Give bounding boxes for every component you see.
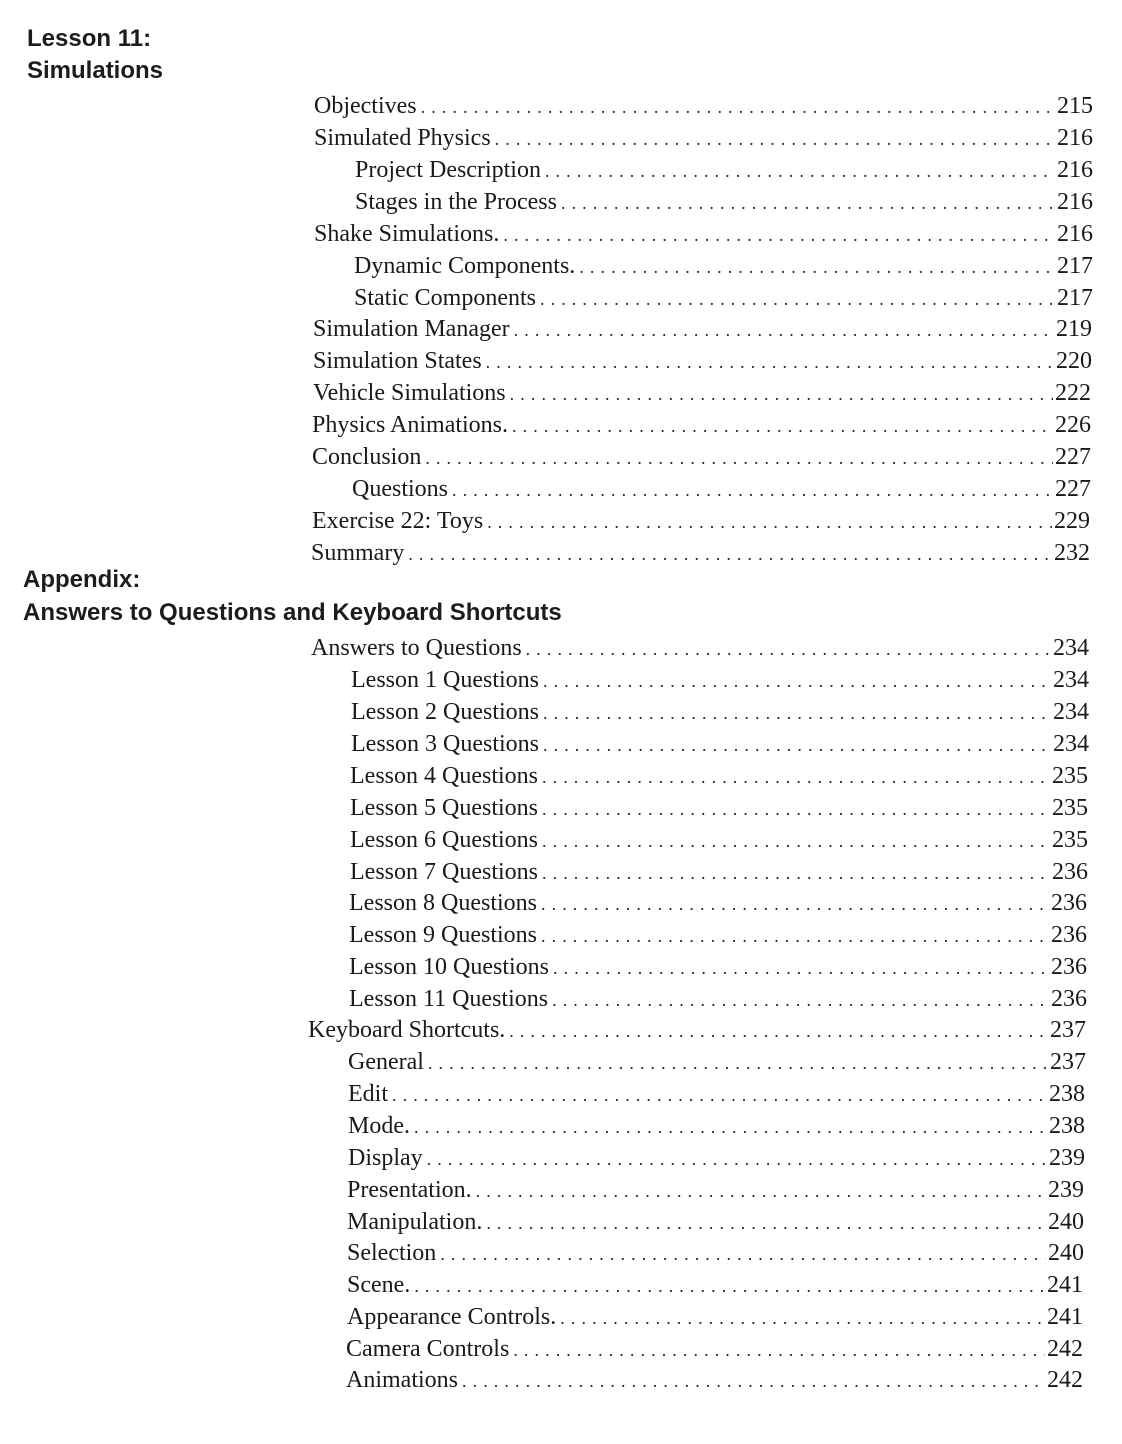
toc-entry-label: Questions: [352, 476, 448, 502]
dot-leader: [561, 187, 1055, 219]
toc-entry-page: 237: [1050, 1017, 1086, 1043]
toc-entry-label: Keyboard Shortcuts.: [308, 1017, 506, 1043]
toc-entry-scene[interactable]: [347, 1269, 1083, 1301]
toc-entry-label: Stages in the Process: [355, 189, 557, 215]
toc-entry-exercise-22-toys[interactable]: [312, 505, 1090, 537]
toc-entry-physics-animations[interactable]: [312, 409, 1091, 441]
toc-entry-page: 229: [1054, 508, 1090, 534]
dot-leader: [514, 314, 1054, 346]
toc-entry-shake-simulations[interactable]: [314, 218, 1093, 250]
dot-leader: [541, 920, 1049, 952]
dot-leader: [487, 506, 1052, 538]
toc-entry-label: Exercise 22: Toys: [312, 508, 484, 534]
toc-entry-page: 235: [1052, 827, 1088, 853]
toc-entry-page: 242: [1047, 1367, 1083, 1393]
toc-entry-summary[interactable]: [311, 537, 1090, 569]
toc-entry-page: 237: [1050, 1049, 1086, 1075]
dot-leader: [427, 1143, 1047, 1175]
toc-entry-lesson-9-questions[interactable]: [349, 919, 1087, 951]
toc-entry-lesson-4-questions[interactable]: [350, 760, 1088, 792]
toc-entry-label: Appearance Controls.: [347, 1304, 557, 1330]
toc-entry-selection[interactable]: [347, 1237, 1084, 1269]
dot-leader: [476, 1175, 1046, 1207]
appendix-heading-line1: Appendix:: [23, 566, 141, 593]
toc-entry-project-description[interactable]: [355, 154, 1093, 186]
dot-leader: [545, 155, 1055, 187]
dot-leader: [553, 952, 1049, 984]
dot-leader: [526, 633, 1051, 665]
toc-entry-label: Simulation States: [313, 348, 482, 374]
toc-entry-page: 239: [1048, 1177, 1084, 1203]
dot-leader: [510, 378, 1053, 410]
dot-leader: [540, 283, 1055, 315]
toc-entry-label: Camera Controls: [346, 1336, 510, 1362]
toc-entry-lesson-11-questions[interactable]: [349, 983, 1087, 1015]
toc-entry-mode[interactable]: [348, 1110, 1085, 1142]
toc-entry-label: Manipulation.: [347, 1209, 483, 1235]
toc-entry-label: Objectives: [314, 93, 417, 119]
dot-leader: [503, 219, 1055, 251]
dot-leader: [513, 1334, 1045, 1366]
toc-entry-page: 234: [1053, 699, 1089, 725]
dot-leader: [425, 442, 1053, 474]
dot-leader: [543, 729, 1051, 761]
dot-leader: [512, 410, 1053, 442]
toc-entry-animations[interactable]: [346, 1364, 1083, 1396]
toc-entry-stages-in-the-process[interactable]: [355, 186, 1093, 218]
toc-entry-page: 220: [1056, 348, 1092, 374]
toc-entry-general[interactable]: [348, 1046, 1086, 1078]
dot-leader: [543, 697, 1051, 729]
toc-entry-label: Lesson 3 Questions: [351, 731, 539, 757]
toc-entry-page: 240: [1048, 1209, 1084, 1235]
toc-entry-label: Mode.: [348, 1113, 410, 1139]
toc-entry-page: 236: [1051, 954, 1087, 980]
toc-entry-questions[interactable]: [352, 473, 1091, 505]
toc-entry-label: Physics Animations.: [312, 412, 509, 438]
toc-entry-page: 227: [1055, 476, 1091, 502]
toc-entry-simulation-manager[interactable]: [313, 313, 1092, 345]
toc-entry-simulated-physics[interactable]: [314, 122, 1093, 154]
dot-leader: [542, 793, 1050, 825]
toc-entry-label: Simulation Manager: [313, 316, 510, 342]
toc-entry-manipulation[interactable]: [347, 1206, 1084, 1238]
dot-leader: [486, 1207, 1046, 1239]
toc-entry-label: Simulated Physics: [314, 125, 491, 151]
dot-leader: [552, 984, 1049, 1016]
toc-entry-page: 238: [1049, 1113, 1085, 1139]
toc-entry-label: Selection: [347, 1240, 437, 1266]
toc-entry-page: 219: [1056, 316, 1092, 342]
toc-entry-label: Dynamic Components.: [354, 253, 576, 279]
toc-entry-page: 216: [1057, 189, 1093, 215]
dot-leader: [542, 761, 1050, 793]
toc-entry-simulation-states[interactable]: [313, 345, 1092, 377]
dot-leader: [408, 538, 1052, 570]
toc-entry-page: 216: [1057, 221, 1093, 247]
toc-entry-camera-controls[interactable]: [346, 1333, 1083, 1365]
dot-leader: [509, 1015, 1048, 1047]
toc-entry-page: 226: [1055, 412, 1091, 438]
dot-leader: [440, 1238, 1046, 1270]
toc-entry-label: Vehicle Simulations: [313, 380, 506, 406]
toc-entry-label: Lesson 2 Questions: [351, 699, 539, 725]
toc-entry-label: Lesson 6 Questions: [350, 827, 538, 853]
dot-leader: [495, 123, 1055, 155]
toc-entry-lesson-10-questions[interactable]: [349, 951, 1087, 983]
dot-leader: [560, 1302, 1045, 1334]
toc-entry-label: Animations: [346, 1367, 458, 1393]
toc-entry-objectives[interactable]: [314, 90, 1093, 122]
toc-entry-lesson-8-questions[interactable]: [349, 887, 1087, 919]
toc-entry-page: 241: [1047, 1304, 1083, 1330]
toc-entry-page: 232: [1054, 540, 1090, 566]
toc-entry-page: 216: [1057, 157, 1093, 183]
toc-entry-page: 236: [1051, 986, 1087, 1012]
toc-entry-conclusion[interactable]: [312, 441, 1091, 473]
toc-entry-label: Lesson 8 Questions: [349, 890, 537, 916]
toc-entry-lesson-5-questions[interactable]: [350, 792, 1088, 824]
toc-entry-page: 236: [1052, 859, 1088, 885]
toc-entry-answers-to-questions[interactable]: [311, 632, 1089, 664]
toc-entry-lesson-3-questions[interactable]: [351, 728, 1089, 760]
toc-entry-page: 239: [1049, 1145, 1085, 1171]
toc-entry-label: Lesson 10 Questions: [349, 954, 549, 980]
toc-entry-label: Shake Simulations.: [314, 221, 500, 247]
toc-entry-lesson-7-questions[interactable]: [350, 856, 1088, 888]
toc-entry-label: Scene.: [347, 1272, 411, 1298]
toc-entry-page: 240: [1048, 1240, 1084, 1266]
toc-entry-label: Display: [348, 1145, 423, 1171]
toc-entry-page: 227: [1055, 444, 1091, 470]
lesson-heading-line2: Simulations: [27, 57, 164, 84]
toc-entry-page: 216: [1057, 125, 1093, 151]
lesson-heading-line1: Lesson 11:: [27, 25, 152, 52]
toc-entry-page: 234: [1053, 667, 1089, 693]
toc-entry-appearance-controls[interactable]: [347, 1301, 1083, 1333]
toc-entry-label: Lesson 9 Questions: [349, 922, 537, 948]
toc-entry-lesson-2-questions[interactable]: [351, 696, 1089, 728]
dot-leader: [414, 1111, 1047, 1143]
toc-entry-page: 236: [1051, 922, 1087, 948]
toc-entry-page: 217: [1057, 253, 1093, 279]
toc-entry-page: 236: [1051, 890, 1087, 916]
toc-entry-lesson-1-questions[interactable]: [351, 664, 1089, 696]
toc-entry-page: 241: [1047, 1272, 1083, 1298]
dot-leader: [428, 1047, 1048, 1079]
dot-leader: [542, 857, 1050, 889]
toc-entry-static-components[interactable]: [354, 282, 1093, 314]
dot-leader: [579, 251, 1055, 283]
toc-entry-presentation[interactable]: [347, 1174, 1084, 1206]
toc-entry-page: 234: [1053, 731, 1089, 757]
toc-entry-edit[interactable]: [348, 1078, 1085, 1110]
toc-entry-label: Lesson 7 Questions: [350, 859, 538, 885]
toc-entry-vehicle-simulations[interactable]: [313, 377, 1091, 409]
toc-entry-label: Presentation.: [347, 1177, 472, 1203]
toc-entry-label: Answers to Questions: [311, 635, 522, 661]
dot-leader: [543, 665, 1051, 697]
dot-leader: [414, 1270, 1045, 1302]
toc-entry-keyboard-shortcuts[interactable]: [308, 1014, 1086, 1046]
dot-leader: [421, 91, 1055, 123]
toc-entry-page: 238: [1049, 1081, 1085, 1107]
dot-leader: [541, 888, 1049, 920]
toc-entry-display[interactable]: [348, 1142, 1085, 1174]
toc-entry-label: General: [348, 1049, 424, 1075]
dot-leader: [486, 346, 1054, 378]
toc-entry-lesson-6-questions[interactable]: [350, 824, 1088, 856]
toc-entry-page: 234: [1053, 635, 1089, 661]
appendix-heading-line2: Answers to Questions and Keyboard Shortcuts: [23, 599, 562, 626]
toc-entry-label: Static Components: [354, 285, 536, 311]
dot-leader: [392, 1079, 1047, 1111]
toc-entry-page: 235: [1052, 763, 1088, 789]
toc-entry-label: Summary: [311, 540, 405, 566]
toc-entry-page: 215: [1057, 93, 1093, 119]
dot-leader: [462, 1365, 1045, 1397]
toc-entry-dynamic-components[interactable]: [354, 250, 1093, 282]
dot-leader: [452, 474, 1053, 506]
toc-entry-page: 222: [1055, 380, 1091, 406]
toc-entry-label: Lesson 4 Questions: [350, 763, 538, 789]
toc-entry-label: Lesson 5 Questions: [350, 795, 538, 821]
toc-entry-label: Project Description: [355, 157, 541, 183]
toc-entry-label: Lesson 11 Questions: [349, 986, 549, 1012]
toc-entry-label: Lesson 1 Questions: [351, 667, 539, 693]
toc-entry-label: Edit: [348, 1081, 388, 1107]
toc-entry-page: 235: [1052, 795, 1088, 821]
toc-entry-page: 217: [1057, 285, 1093, 311]
toc-entry-page: 242: [1047, 1336, 1083, 1362]
toc-entry-label: Conclusion: [312, 444, 422, 470]
dot-leader: [542, 825, 1050, 857]
